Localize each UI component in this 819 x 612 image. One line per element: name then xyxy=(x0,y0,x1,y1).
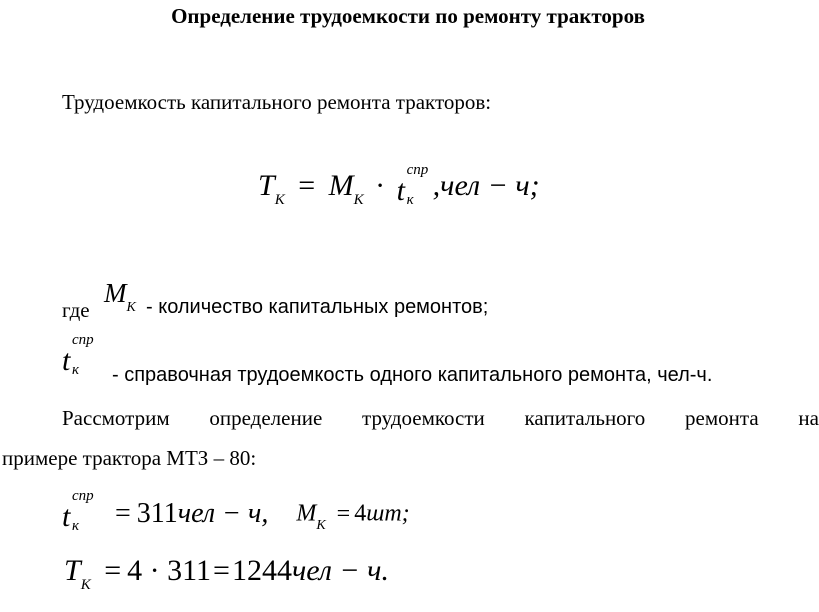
calc1-M: M xyxy=(296,500,317,527)
where-t-sup: спр xyxy=(72,332,94,348)
example-line2: примере трактора МТЗ – 80: xyxy=(2,446,257,470)
calc1-unit: чел − ч, xyxy=(177,498,269,529)
example-word: капитального xyxy=(524,406,646,430)
where-M: M xyxy=(104,278,127,308)
calc1-m-val: 4 xyxy=(354,500,367,527)
formula-t-sub: к xyxy=(406,192,414,208)
calc2-expr: 4 · 311 xyxy=(127,554,212,587)
calc1-t xyxy=(62,488,102,534)
calc1-M-sub: K xyxy=(316,518,326,534)
calc1-eq2: = xyxy=(336,500,351,527)
where-M-sub: K xyxy=(126,300,136,315)
calc1-m-unit: шт; xyxy=(366,500,410,527)
calc1-t-sup: спр xyxy=(72,488,94,504)
formula-M-sub: K xyxy=(353,191,364,208)
example-word: на xyxy=(798,406,819,430)
calc2-eq: = xyxy=(104,554,122,587)
calc2-result: 1244 xyxy=(231,554,292,587)
calc2-T-sub: K xyxy=(80,577,91,593)
calc1-t-base: t xyxy=(62,500,71,533)
calc2-unit: чел − ч. xyxy=(291,554,389,587)
calc1 xyxy=(62,488,410,534)
calc1-eq: = xyxy=(115,498,131,529)
formula-t xyxy=(396,162,433,208)
where-t-sub: к xyxy=(72,362,80,378)
calc2-T: T xyxy=(64,554,81,587)
formula-T: T xyxy=(258,168,275,202)
where-M-symbol xyxy=(104,278,136,315)
where-M-desc: - количество капитальных ремонтов; xyxy=(146,296,489,318)
where-t-base: t xyxy=(62,344,71,377)
where-t-desc: - справочная трудоемкость одного капитального ремонта, чел-ч. xyxy=(112,364,713,386)
calc2-eq2: = xyxy=(213,554,230,587)
formula-T-sub: K xyxy=(274,191,285,208)
calc1-val: 311 xyxy=(136,498,178,529)
intro-text: Трудоемкость капитального ремонта тракторов: xyxy=(62,90,492,114)
calc1-t-sub: к xyxy=(72,518,80,534)
formula-unit: ,чел − ч; xyxy=(432,168,540,202)
formula-M: M xyxy=(328,168,354,202)
formula-main xyxy=(258,162,540,208)
example-word: определение xyxy=(209,406,323,430)
example-word: трудоемкости xyxy=(362,406,485,430)
example-line1 xyxy=(62,406,819,431)
formula-eq: = xyxy=(298,168,316,202)
formula-t-sup: спр xyxy=(406,162,429,178)
where-label: где xyxy=(62,298,90,322)
formula-t-base: t xyxy=(396,174,405,207)
formula-dot: · xyxy=(375,168,386,202)
example-word: Рассмотрим xyxy=(62,406,170,430)
where-t xyxy=(62,332,102,378)
example-word: ремонта xyxy=(685,406,759,430)
page-title: Определение трудоемкости по ремонту тракторов xyxy=(171,4,645,28)
where-t-symbol xyxy=(62,332,102,378)
calc2 xyxy=(64,554,389,593)
